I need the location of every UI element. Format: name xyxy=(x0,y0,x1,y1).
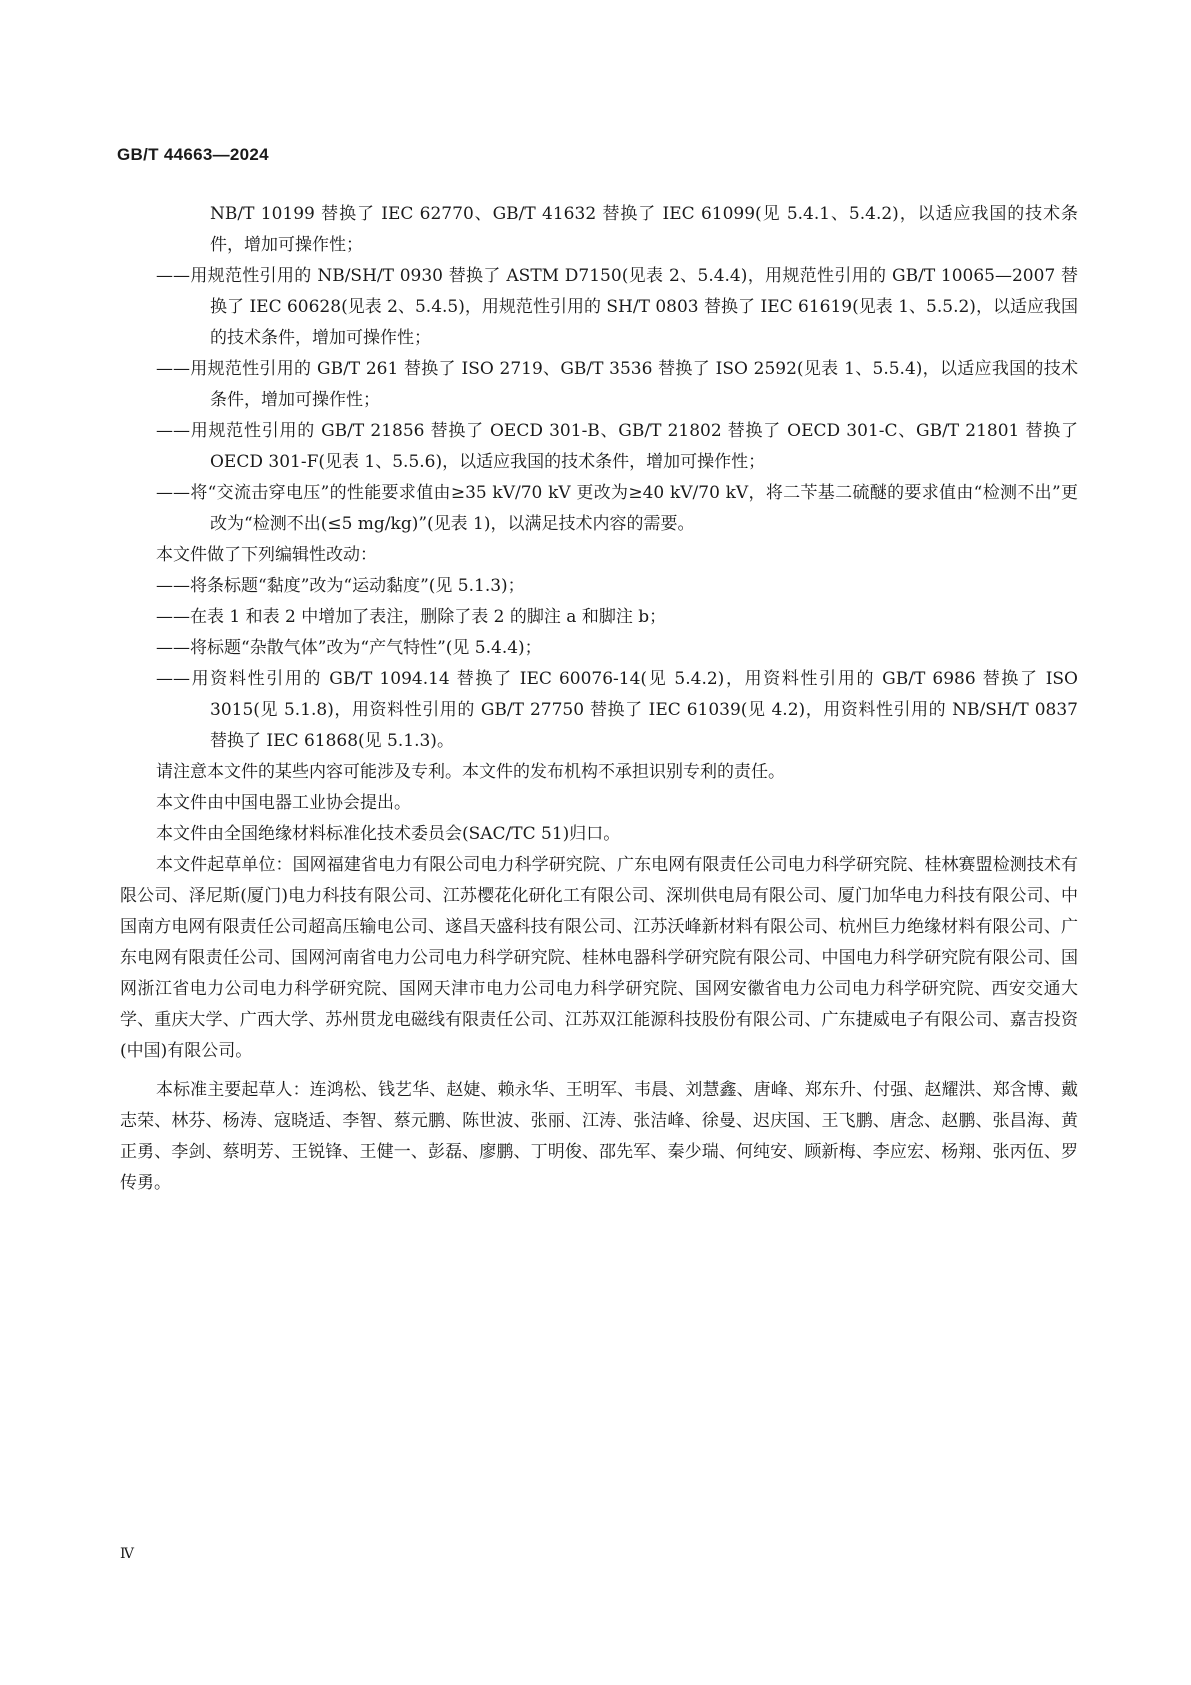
proposer-statement: 本文件由中国电器工业协会提出。 xyxy=(156,793,411,813)
page-number: Ⅳ xyxy=(120,1546,134,1562)
editorial-item: ——在表 1 和表 2 中增加了表注，删除了表 2 的脚注 a 和脚注 b； xyxy=(156,607,667,627)
continued-item: NB/T 10199 替换了 IEC 62770、GB/T 41632 替换了 IEC 61099(见 5.4.1、5.4.2)，以适应我国的技术条件，增加可操作性； xyxy=(210,204,1078,255)
document-number: GB/T 44663—2024 xyxy=(117,145,269,164)
editorial-item: ——用资料性引用的 GB/T 1094.14 替换了 IEC 60076-14(见 5.4.2)，用资料性引用的 GB/T 6986 替换了 ISO 3015(见 5.1.8)，用资料性引用的 GB/T 27750 替换了 IEC 61039(见 4.2)，用资料性引用的 NB/SH/T 0837 替换了 IEC 61868(见 5.1.3)。 xyxy=(156,669,1078,751)
change-item: ——用规范性引用的 GB/T 261 替换了 ISO 2719、GB/T 3536 替换了 ISO 2592(见表 1、5.5.4)，以适应我国的技术条件，增加可操作性； xyxy=(156,359,1078,410)
editorial-item: ——将条标题“黏度”改为“运动黏度”(见 5.1.3)； xyxy=(156,576,525,596)
body-text xyxy=(120,199,1078,1199)
committee-statement: 本文件由全国绝缘材料标准化技术委员会(SAC/TC 51)归口。 xyxy=(156,824,621,844)
drafters: 本标准主要起草人：连鸿松、钱艺华、赵婕、赖永华、王明军、韦晨、刘慧鑫、唐峰、郑东升、付强、赵耀洪、郑含博、戴志荣、林芬、杨涛、寇晓适、李智、蔡元鹏、陈世波、张丽、江涛、张洁峰、徐曼、迟庆国、王飞鹏、唐念、赵鹏、张昌海、黄正勇、李剑、蔡明芳、王锐锋、王健一、彭磊、廖鹏、丁明俊、邵先军、秦少瑞、何纯安、顾新梅、李应宏、杨翔、张丙伍、罗传勇。 xyxy=(120,1080,1078,1193)
editorial-changes-intro: 本文件做了下列编辑性改动： xyxy=(156,545,377,565)
change-item: ——将“交流击穿电压”的性能要求值由≥35 kV/70 kV 更改为≥40 kV/70 kV，将二苄基二硫醚的要求值由“检测不出”更改为“检测不出(≤5 mg/kg)”(见表 1)，以满足技术内容的需要。 xyxy=(156,483,1078,534)
patent-notice: 请注意本文件的某些内容可能涉及专利。本文件的发布机构不承担识别专利的责任。 xyxy=(156,762,785,782)
editorial-item: ——将标题“杂散气体”改为“产气特性”(见 5.4.4)； xyxy=(156,638,542,658)
change-item: ——用规范性引用的 NB/SH/T 0930 替换了 ASTM D7150(见表 2、5.4.4)，用规范性引用的 GB/T 10065—2007 替换了 IEC 60628(见表 2、5.4.5)，用规范性引用的 SH/T 0803 替换了 IEC 61619(见表 1、5.5.2)，以适应我国的技术条件，增加可操作性； xyxy=(156,266,1078,348)
drafting-organizations: 本文件起草单位：国网福建省电力有限公司电力科学研究院、广东电网有限责任公司电力科学研究院、桂林赛盟检测技术有限公司、泽尼斯(厦门)电力科技有限公司、江苏樱花化研化工有限公司、深圳供电局有限公司、厦门加华电力科技有限公司、中国南方电网有限责任公司超高压输电公司、遂昌天盛科技有限公司、江苏沃峰新材料有限公司、杭州巨力绝缘材料有限公司、广东电网有限责任公司、国网河南省电力公司电力科学研究院、桂林电器科学研究院有限公司、中国电力科学研究院有限公司、国网浙江省电力公司电力科学研究院、国网天津市电力公司电力科学研究院、国网安徽省电力公司电力科学研究院、西安交通大学、重庆大学、广西大学、苏州贯龙电磁线有限责任公司、江苏双江能源科技股份有限公司、广东捷威电子有限公司、嘉吉投资(中国)有限公司。 xyxy=(120,855,1078,1061)
change-item: ——用规范性引用的 GB/T 21856 替换了 OECD 301-B、GB/T 21802 替换了 OECD 301-C、GB/T 21801 替换了 OECD 301-F(见表 1、5.5.6)，以适应我国的技术条件，增加可操作性； xyxy=(156,421,1078,472)
